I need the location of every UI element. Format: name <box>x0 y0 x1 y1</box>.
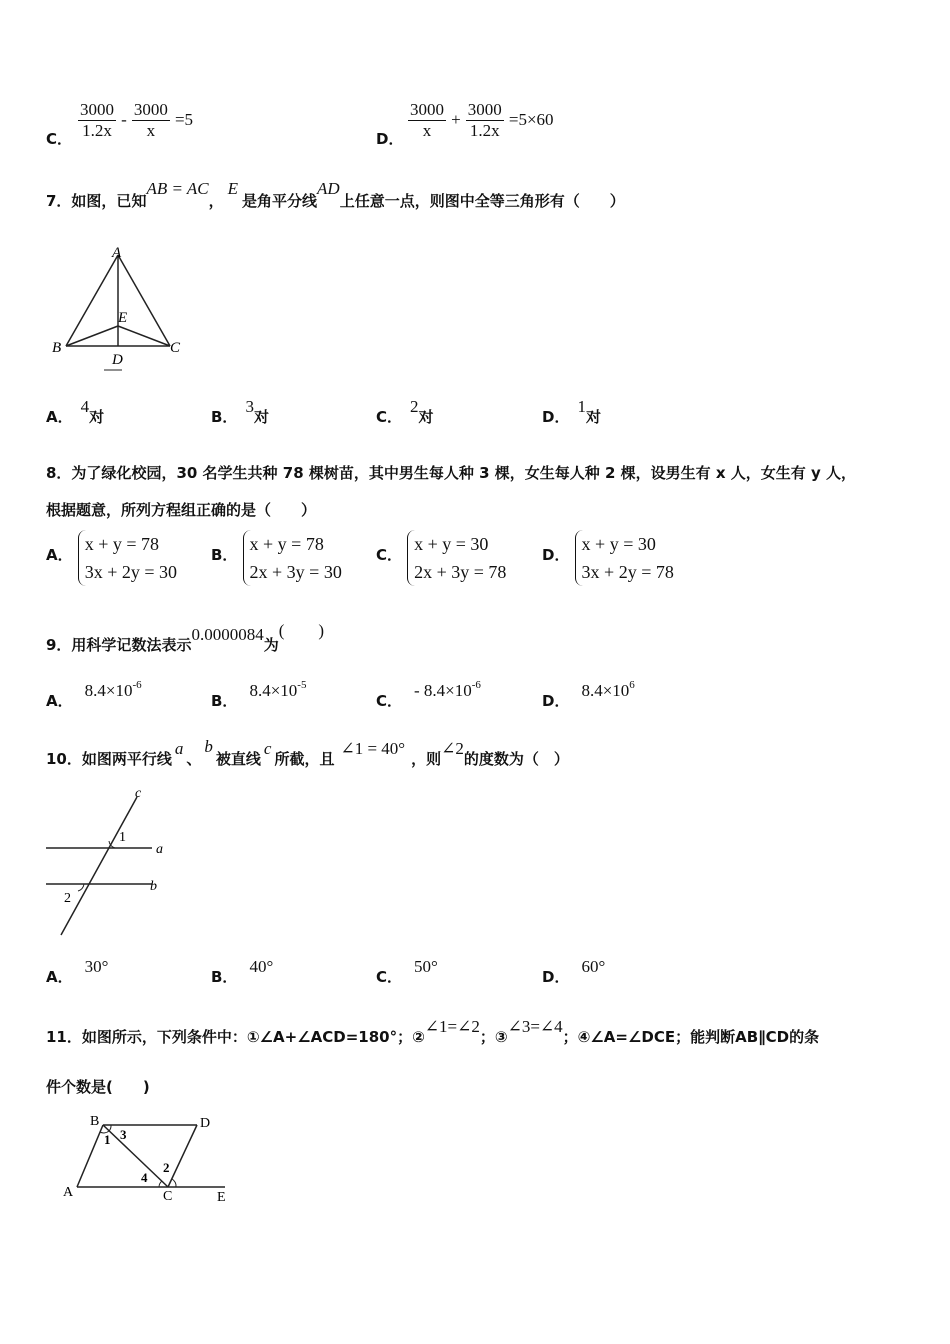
math-expr: AD <box>317 179 340 198</box>
edge-ac <box>118 255 170 346</box>
math-expr: ∠1 = 40° <box>340 739 406 758</box>
label-c: c <box>135 786 142 801</box>
denominator: 1.2x <box>469 121 500 140</box>
fraction <box>78 100 116 141</box>
label-d: D <box>112 352 123 368</box>
q8-option-c[interactable] <box>376 530 506 586</box>
label-angle-2: 2 <box>64 891 71 906</box>
option-c-equation[interactable] <box>78 100 193 141</box>
angle-2-arc <box>172 1179 176 1187</box>
segment-dc <box>168 1125 197 1187</box>
option-value: 3 <box>245 397 254 416</box>
option-label: A． <box>46 546 73 564</box>
operator: - <box>121 110 127 129</box>
segment-bc <box>103 1125 168 1187</box>
option-value: - 8.4×10 <box>414 681 472 700</box>
stem-text: 9．用科学记数法表示 <box>46 636 192 654</box>
math-expr: ∠1=∠2 <box>424 1017 480 1036</box>
question-7-stem <box>46 179 625 211</box>
exponent: -5 <box>297 678 307 691</box>
label-angle-1: 1 <box>104 1132 111 1147</box>
exponent: 6 <box>629 678 635 691</box>
equation: x + y = 78 <box>84 534 160 554</box>
numerator: 3000 <box>133 100 168 119</box>
fraction <box>408 100 446 141</box>
option-unit: 对 <box>418 408 434 426</box>
question-9-stem <box>46 621 325 655</box>
edge-ce <box>118 326 170 346</box>
option-value: 30° <box>84 957 109 976</box>
stem-text: ；③ <box>479 1028 508 1046</box>
label-angle-2: 2 <box>163 1160 170 1175</box>
math-expr: ∠3=∠4 <box>507 1017 563 1036</box>
edge-ab <box>66 255 118 346</box>
option-label: D． <box>542 692 570 710</box>
q8-option-a[interactable] <box>46 530 177 586</box>
q9-option-b[interactable] <box>211 678 307 711</box>
equation: 3x + 2y = 78 <box>581 562 674 582</box>
denominator: 1.2x <box>82 121 112 140</box>
option-value: 8.4×10 <box>249 681 298 700</box>
option-label: A． <box>46 968 73 986</box>
stem-text: 7．如图，已知 <box>46 192 147 210</box>
q10-option-c[interactable] <box>376 957 438 987</box>
label-c: C <box>163 1189 173 1204</box>
numerator: 3000 <box>80 100 114 119</box>
angle-4-arc <box>159 1181 162 1187</box>
option-value: 1 <box>577 397 586 416</box>
option-label: B． <box>211 968 238 986</box>
option-label: D． <box>542 546 570 564</box>
line-c <box>61 797 137 935</box>
angle-3-arc <box>109 1125 111 1131</box>
option-label: C． <box>376 408 403 426</box>
segment-ab <box>77 1125 103 1187</box>
operator: + <box>451 110 461 129</box>
stem-text: 所截，且 <box>274 750 335 768</box>
question-8-line2: 根据题意，所列方程组正确的是（ ） <box>46 501 317 519</box>
math-expr: c <box>263 739 272 758</box>
stem-text: 的度数为（ ） <box>463 750 569 768</box>
denominator: x <box>146 121 156 140</box>
stem-text: 、 <box>186 750 202 768</box>
answer-paren: ( ) <box>278 621 325 640</box>
equation-system <box>575 530 674 586</box>
q7-option-c[interactable] <box>376 397 434 427</box>
q9-option-c[interactable] <box>376 678 481 711</box>
q7-option-d[interactable] <box>542 397 601 427</box>
equation: 2x + 3y = 78 <box>414 562 507 582</box>
question-11-stem <box>46 1017 820 1047</box>
label-b: B <box>90 1114 100 1129</box>
option-value: 8.4×10 <box>581 681 630 700</box>
label-b: b <box>150 879 157 894</box>
equation-rhs: =5×60 <box>508 110 554 129</box>
label-c: C <box>170 340 181 356</box>
label-angle-4: 4 <box>141 1170 148 1185</box>
q7-option-b[interactable] <box>211 397 269 427</box>
stem-text: ， <box>208 192 224 210</box>
denominator: x <box>422 121 432 140</box>
label-a: A <box>112 245 122 261</box>
q10-option-d[interactable] <box>542 957 606 987</box>
option-label: B． <box>211 408 238 426</box>
option-label: B． <box>211 692 238 710</box>
triangle-figure <box>48 240 188 375</box>
stem-text: 10．如图两平行线 <box>46 750 172 768</box>
q9-option-a[interactable] <box>46 678 142 711</box>
question-8-line1: 8．为了绿化校园，30 名学生共种 78 棵树苗，其中男生每人种 3 棵，女生每人种 2 棵，设男生有 x 人，女生有 y 人， <box>46 464 856 482</box>
option-label: A． <box>46 408 73 426</box>
option-label: C． <box>376 546 403 564</box>
numerator: 3000 <box>467 100 502 119</box>
math-expr: E <box>227 179 239 198</box>
option-value: 40° <box>249 957 274 976</box>
q10-option-a[interactable] <box>46 957 109 987</box>
equation-system <box>78 530 177 586</box>
option-label: B． <box>211 546 238 564</box>
option-label: A． <box>46 692 73 710</box>
q7-option-a[interactable] <box>46 397 105 427</box>
equation-rhs: =5 <box>174 110 194 129</box>
label-angle-1: 1 <box>119 830 126 845</box>
option-label: C． <box>376 692 403 710</box>
option-unit: 对 <box>253 408 269 426</box>
stem-text: 为 <box>263 636 279 654</box>
option-label: D． <box>542 408 570 426</box>
math-expr: AB = AC <box>146 179 209 198</box>
equation: 3x + 2y = 30 <box>84 562 178 582</box>
math-expr: 0.0000084 <box>191 625 264 644</box>
option-unit: 对 <box>585 408 601 426</box>
math-expr: a <box>174 739 184 758</box>
stem-text: 11．如图所示，下列条件中：①∠A+∠ACD=180°；② <box>46 1028 425 1046</box>
fraction <box>132 100 170 141</box>
option-label: D． <box>542 968 570 986</box>
math-expr: ∠2 <box>441 739 464 758</box>
parallel-lines-figure <box>40 785 180 945</box>
option-value: 4 <box>80 397 90 416</box>
option-label: C． <box>376 968 403 986</box>
fraction <box>466 100 504 141</box>
label-angle-3: 3 <box>120 1127 127 1142</box>
option-d-label: D． <box>376 130 404 148</box>
equation-system <box>407 530 506 586</box>
numerator: 3000 <box>410 100 444 119</box>
option-c-label: C． <box>46 130 73 148</box>
option-value: 50° <box>414 957 438 976</box>
option-value: 8.4×10 <box>84 681 133 700</box>
parallelogram-figure <box>55 1108 235 1208</box>
math-expr: b <box>204 737 213 756</box>
exponent: -6 <box>132 678 142 691</box>
equation: x + y = 30 <box>581 534 656 554</box>
equation: x + y = 30 <box>414 534 489 554</box>
stem-text: 上任意一点，则图中全等三角形有（ ） <box>339 192 625 210</box>
equation-system <box>243 530 342 586</box>
q8-option-d[interactable] <box>542 530 674 586</box>
q10-option-b[interactable] <box>211 957 274 987</box>
label-a: A <box>63 1185 74 1200</box>
label-e: E <box>118 310 128 326</box>
option-value: 60° <box>581 957 606 976</box>
label-e: E <box>217 1190 226 1205</box>
option-value: 2 <box>410 397 419 416</box>
angle-2-arc <box>78 884 84 891</box>
label-a: a <box>156 842 163 857</box>
stem-text: ；④∠A=∠DCE；能判断AB∥CD的条 <box>562 1028 820 1046</box>
label-d: D <box>200 1116 211 1131</box>
option-unit: 对 <box>89 408 105 426</box>
question-10-stem <box>46 737 569 769</box>
edge-be <box>66 326 118 346</box>
equation: 2x + 3y = 30 <box>249 562 342 582</box>
equation: x + y = 78 <box>249 534 324 554</box>
q8-option-b[interactable] <box>211 530 342 586</box>
label-b: B <box>52 340 62 356</box>
question-11-line2: 件个数是( ) <box>46 1078 150 1096</box>
q9-option-d[interactable] <box>542 678 635 711</box>
stem-text: ，则 <box>411 750 442 768</box>
stem-text: 是角平分线 <box>242 192 318 210</box>
option-d-equation[interactable] <box>408 100 554 141</box>
exponent: -6 <box>471 678 481 691</box>
stem-text: 被直线 <box>215 750 261 768</box>
